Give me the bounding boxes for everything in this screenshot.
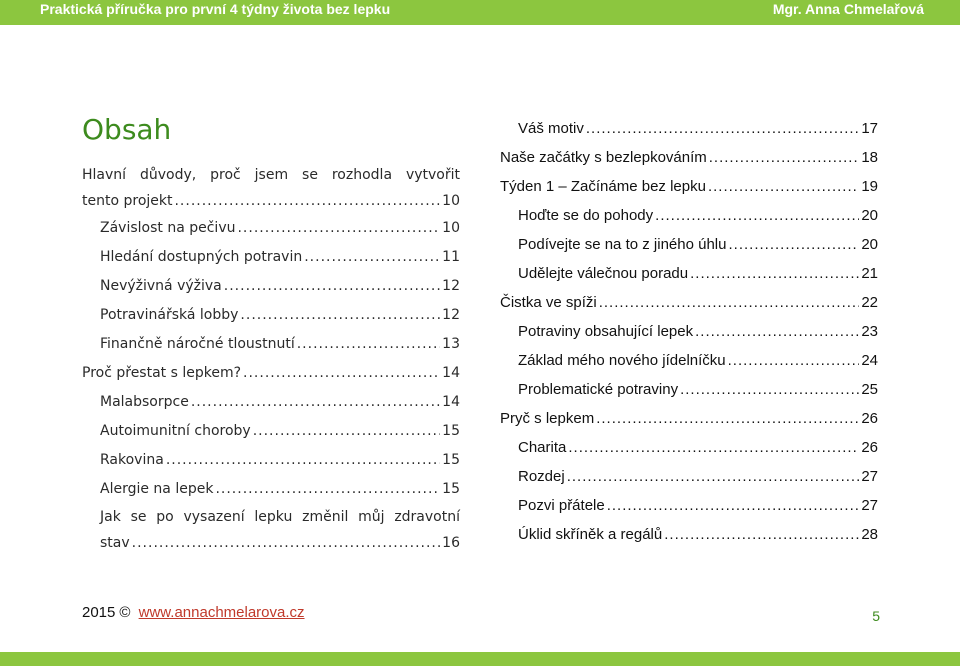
toc-entry-page: 26 — [861, 439, 878, 456]
toc-entry[interactable] — [500, 433, 878, 462]
toc-entry-page: 26 — [861, 410, 878, 427]
dot-leader — [166, 446, 440, 475]
toc-entry-label: Proč přestat s lepkem? — [82, 365, 242, 381]
toc-entry[interactable] — [82, 243, 460, 272]
toc-entry[interactable] — [82, 504, 460, 556]
toc-entry-line — [82, 188, 460, 214]
dot-leader — [568, 433, 859, 462]
toc-entry[interactable] — [500, 462, 878, 491]
toc-entry[interactable] — [82, 417, 460, 446]
dot-leader — [655, 201, 859, 230]
toc-entry[interactable] — [500, 259, 878, 288]
dot-leader — [690, 259, 859, 288]
toc-entry-page: 19 — [861, 178, 878, 195]
dot-leader — [567, 462, 860, 491]
dot-leader — [237, 214, 440, 243]
footer-bar — [0, 652, 960, 666]
toc-entry-label-line: Hlavní důvody, proč jsem se rozhodla vytvořit — [82, 167, 460, 183]
footer-year: 2015 — [82, 604, 116, 621]
toc-entry[interactable] — [500, 520, 878, 549]
dot-leader — [709, 143, 860, 172]
toc-entry-page: 14 — [442, 365, 460, 381]
toc-entry-page: 21 — [861, 265, 878, 282]
toc-left-column — [82, 162, 460, 556]
author-name: Mgr. Anna Chmelařová — [772, 1, 924, 17]
dot-leader — [174, 188, 440, 214]
website-link[interactable]: www.annachmelarova.cz — [138, 604, 305, 621]
toc-entry-label: Malabsorpce — [100, 394, 189, 410]
footer — [82, 604, 305, 621]
toc-entry-label: Problematické potraviny — [518, 381, 679, 398]
toc-entry-label-line: Jak se po vysazení lepku změnil můj zdravotní — [100, 509, 460, 525]
copyright-icon: © — [119, 604, 131, 621]
toc-entry-label: Úklid skříněk a regálů — [518, 526, 663, 543]
toc-entry[interactable] — [82, 388, 460, 417]
toc-entry-label: Potraviny obsahující lepek — [518, 323, 694, 340]
toc-entry[interactable] — [500, 491, 878, 520]
toc-entry-page: 27 — [861, 468, 878, 485]
toc-entry[interactable] — [82, 301, 460, 330]
toc-entry-label: Závislost na pečivu — [100, 220, 236, 236]
toc-right-column — [500, 114, 878, 549]
dot-leader — [708, 172, 859, 201]
dot-leader — [664, 520, 859, 549]
toc-entry-page: 15 — [442, 481, 460, 497]
toc-entry[interactable] — [82, 475, 460, 504]
toc-entry-label: stav — [100, 535, 130, 551]
toc-entry-page: 17 — [861, 120, 878, 137]
dot-leader — [599, 288, 860, 317]
toc-entry-label: Potravinářská lobby — [100, 307, 239, 323]
toc-entry-label: Váš motiv — [518, 120, 584, 137]
dot-leader — [695, 317, 859, 346]
toc-entry-label: Alergie na lepek — [100, 481, 214, 497]
toc-entry[interactable] — [500, 375, 878, 404]
toc-entry-page: 22 — [861, 294, 878, 311]
toc-entry-label: Týden 1 – Začínáme bez lepku — [500, 178, 706, 195]
toc-entry[interactable] — [82, 446, 460, 475]
toc-entry[interactable] — [82, 359, 460, 388]
toc-entry-label: Nevýživná výživa — [100, 278, 222, 294]
toc-entry-page: 24 — [861, 352, 878, 369]
dot-leader — [304, 243, 440, 272]
toc-entry-page: 12 — [442, 278, 460, 294]
dot-leader — [607, 491, 860, 520]
toc-entry-label: Podívejte se na to z jiného úhlu — [518, 236, 727, 253]
header-bar — [0, 0, 960, 25]
dot-leader — [728, 230, 859, 259]
toc-entry-page: 10 — [442, 220, 460, 236]
toc-entry-page: 16 — [442, 535, 460, 551]
toc-entry-page: 10 — [442, 193, 460, 209]
toc-entry-label: Rakovina — [100, 452, 164, 468]
toc-entry-label: Pozvi přátele — [518, 497, 605, 514]
toc-entry-label: Hledání dostupných potravin — [100, 249, 303, 265]
toc-entry[interactable] — [500, 114, 878, 143]
toc-entry-label: Udělejte válečnou poradu — [518, 265, 689, 282]
toc-entry-page: 11 — [442, 249, 460, 265]
toc-entry[interactable] — [500, 317, 878, 346]
dot-leader — [215, 475, 440, 504]
toc-heading: Obsah — [82, 113, 172, 146]
dot-leader — [680, 375, 859, 404]
toc-entry-page: 14 — [442, 394, 460, 410]
toc-entry-label: Základ mého nového jídelníčku — [518, 352, 726, 369]
toc-entry-label: tento projekt — [82, 193, 173, 209]
toc-entry-page: 25 — [861, 381, 878, 398]
toc-entry-line — [100, 530, 460, 556]
toc-entry-page: 23 — [861, 323, 878, 340]
toc-entry-page: 15 — [442, 423, 460, 439]
toc-entry[interactable] — [82, 330, 460, 359]
toc-entry-label: Finančně náročné tloustnutí — [100, 336, 295, 352]
toc-entry-page: 18 — [861, 149, 878, 166]
toc-entry-page: 20 — [861, 236, 878, 253]
toc-entry-page: 20 — [861, 207, 878, 224]
toc-entry[interactable] — [500, 404, 878, 433]
toc-entry[interactable] — [500, 143, 878, 172]
toc-entry[interactable] — [500, 201, 878, 230]
dot-leader — [297, 330, 440, 359]
toc-entry[interactable] — [500, 346, 878, 375]
page-number: 5 — [872, 608, 880, 624]
toc-entry-page: 12 — [442, 307, 460, 323]
dot-leader — [586, 114, 859, 143]
toc-entry[interactable] — [82, 214, 460, 243]
toc-entry-label: Charita — [518, 439, 567, 456]
toc-entry-page: 13 — [442, 336, 460, 352]
toc-entry[interactable] — [500, 288, 878, 317]
toc-entry-label: Naše začátky s bezlepkováním — [500, 149, 707, 166]
toc-entry[interactable] — [82, 162, 460, 214]
dot-leader — [132, 530, 441, 556]
toc-entry-label: Hoďte se do pohody — [518, 207, 654, 224]
toc-entry-page: 28 — [861, 526, 878, 543]
toc-entry[interactable] — [500, 172, 878, 201]
dot-leader — [728, 346, 860, 375]
dot-leader — [243, 359, 440, 388]
toc-entry-label: Pryč s lepkem — [500, 410, 595, 427]
toc-entry-label: Autoimunitní choroby — [100, 423, 251, 439]
dot-leader — [224, 272, 440, 301]
toc-entry-page: 15 — [442, 452, 460, 468]
dot-leader — [240, 301, 440, 330]
toc-entry[interactable] — [82, 272, 460, 301]
toc-entry-page: 27 — [861, 497, 878, 514]
toc-entry-label: Čistka ve spíži — [500, 294, 597, 311]
dot-leader — [191, 388, 440, 417]
dot-leader — [253, 417, 440, 446]
toc-entry[interactable] — [500, 230, 878, 259]
document-title: Praktická příručka pro první 4 týdny života bez lepku — [40, 1, 391, 17]
dot-leader — [596, 404, 859, 433]
toc-entry-label: Rozdej — [518, 468, 565, 485]
